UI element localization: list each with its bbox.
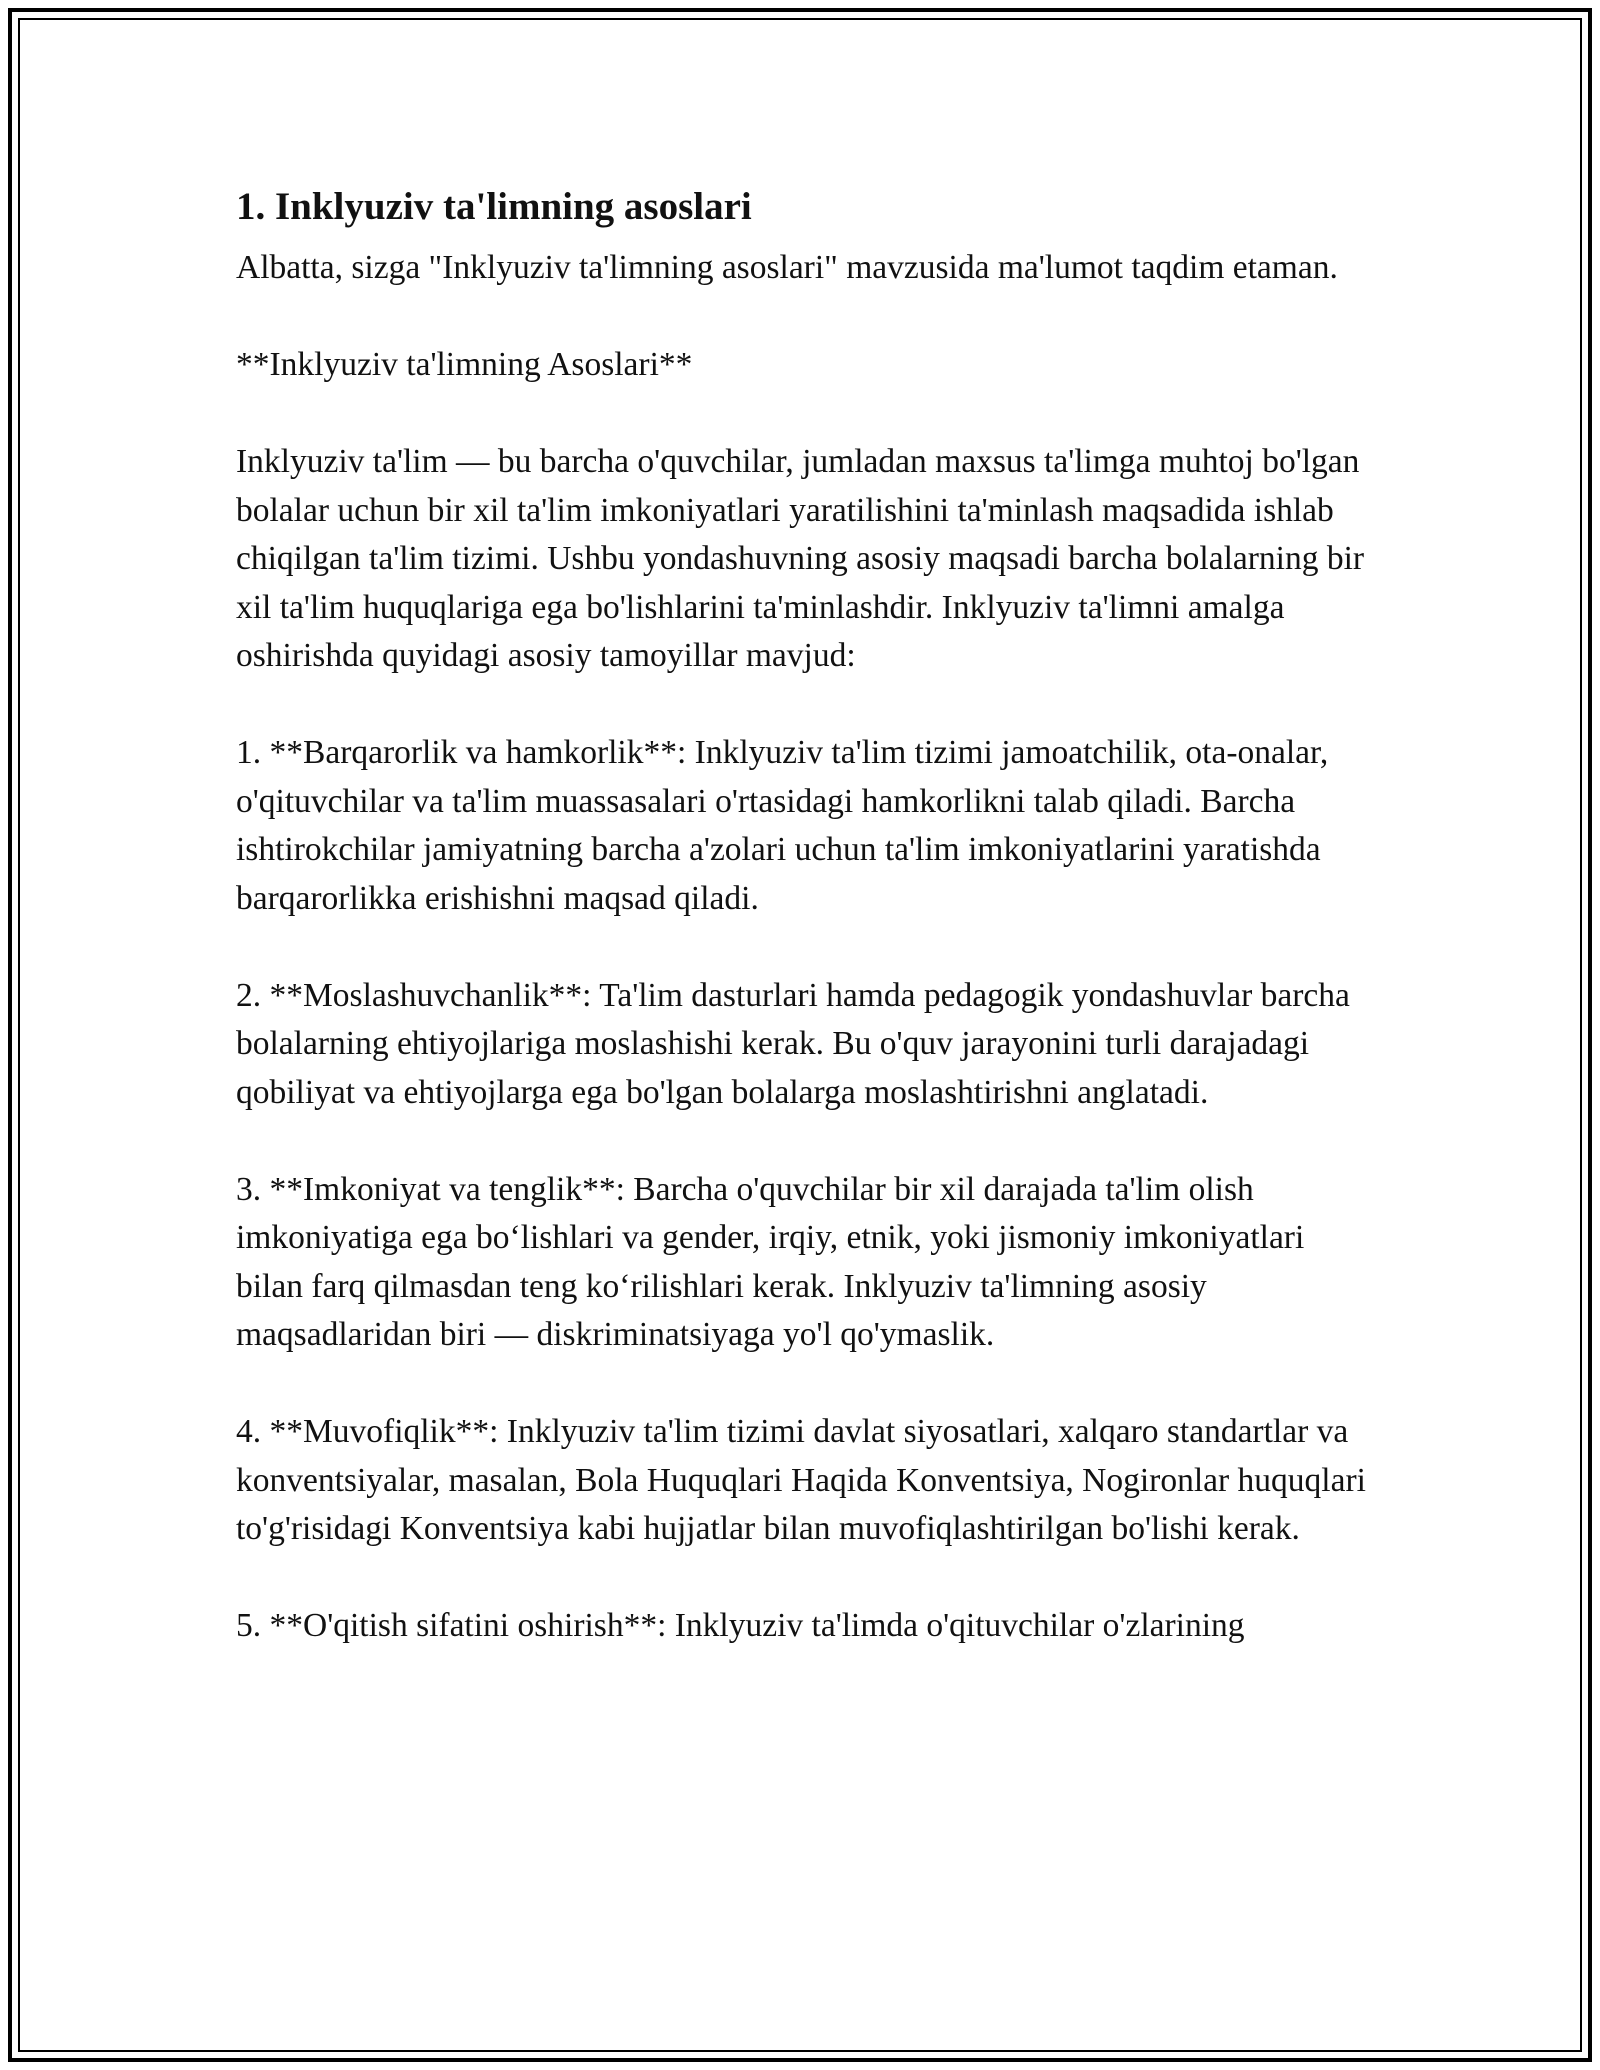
- principle-4-paragraph: 4. **Muvofiqlik**: Inklyuziv ta'lim tizimi davlat siyosatlari, xalqaro standartlar va konventsiyalar, masalan, Bola Huquqlari Haqida Konventsiya, Nogironlar huquqlari to'g'risidagi Konventsiya kabi hujjatlar bilan muvofiqlashtirilgan bo'lishi kerak.: [236, 1413, 1366, 1547]
- section-heading: **Inklyuziv ta'limning Asoslari**: [236, 346, 693, 383]
- principle-5-paragraph: 5. **O'qitish sifatini oshirish**: Inklyuziv ta'limda o'qituvchilar o'zlarining: [236, 1607, 1245, 1644]
- document-body: [236, 180, 1366, 1699]
- page-title: 1. Inklyuziv ta'limning asoslari: [236, 185, 752, 228]
- intro-paragraph: Albatta, sizga "Inklyuziv ta'limning asoslari" mavzusida ma'lumot taqdim etaman.: [236, 249, 1338, 286]
- principle-2-paragraph: 2. **Moslashuvchanlik**: Ta'lim dasturlari hamda pedagogik yondashuvlar barcha bolalarning ehtiyojlariga moslashishi kerak. Bu o'quv jarayonini turli darajadagi qobiliyat va ehtiyojlarga ega bo'lgan bolalarga moslashtirishni anglatadi.: [236, 976, 1350, 1111]
- overview-paragraph: Inklyuziv ta'lim — bu barcha o'quvchilar, jumladan maxsus ta'limga muhtoj bo'lgan bolalar uchun bir xil ta'lim imkoniyatlari yaratilishini ta'minlash maqsadida ishlab chiqilgan ta'lim tizimi. Ushbu yondashuvning asosiy maqsadi barcha bolalarning bir xil ta'lim huquqlariga ega bo'lishlarini ta'minlashdir. Inklyuziv ta'limni amalga oshirishda quyidagi asosiy tamoyillar mavjud:: [236, 443, 1365, 674]
- principle-3-paragraph: 3. **Imkoniyat va tenglik**: Barcha o'quvchilar bir xil darajada ta'lim olish imkoniyatiga ega bo‘lishlari va gender, irqiy, etnik, yoki jismoniy imkoniyatlari bilan farq qilmasdan teng ko‘rilishlari kerak. Inklyuziv ta'limning asosiy maqsadlaridan biri — diskriminatsiyaga yo'l qo'ymaslik.: [236, 1170, 1305, 1353]
- principle-1-paragraph: 1. **Barqarorlik va hamkorlik**: Inklyuziv ta'lim tizimi jamoatchilik, ota-onalar, o'qituvchilar va ta'lim muassasalari o'rtasidagi hamkorlikni talab qiladi. Barcha ishtirokchilar jamiyatning barcha a'zolari uchun ta'lim imkoniyatlarini yaratishda barqarorlikka erishishni maqsad qiladi.: [236, 734, 1329, 917]
